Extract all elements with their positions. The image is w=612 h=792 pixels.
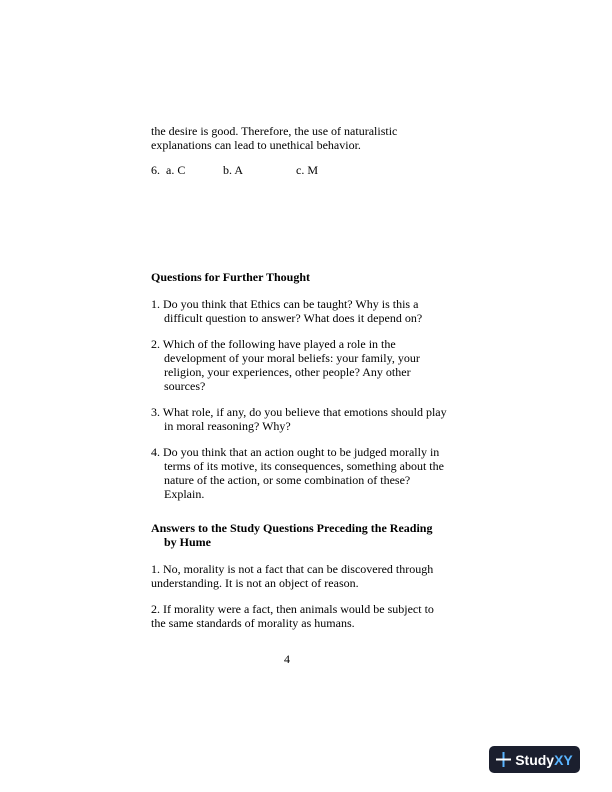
badge-xy-text: XY <box>554 751 573 768</box>
answer-6-c: c. M <box>296 163 318 177</box>
answer-6-row <box>151 163 351 177</box>
further-question-1 <box>151 297 455 325</box>
answer-1 <box>151 562 436 590</box>
further-question-4 <box>151 445 451 501</box>
section-heading: Questions for Further Thought <box>151 270 311 284</box>
intro-line-1: the desire is good. Therefore, the use of naturalistic <box>151 124 398 138</box>
intro-paragraph <box>151 124 471 152</box>
page-number: 4 <box>284 652 290 666</box>
studyxy-badge[interactable] <box>489 746 580 773</box>
answer-text: 1. No, morality is not a fact that can be discovered through understanding. It is not an object of reason. <box>151 562 434 590</box>
answer-6-number: 6. <box>151 163 160 177</box>
question-text: 1. Do you think that Ethics can be taught? Why is this a difficult question to answer? What does it depend on? <box>151 297 423 325</box>
question-text: 2. Which of the following have played a role in the development of your moral beliefs: your family, your religion, your experiences, other people? Any other sources? <box>151 337 420 393</box>
answer-6-a: a. C <box>166 163 186 177</box>
question-text: 3. What role, if any, do you believe that emotions should play in moral reasoning? Why? <box>151 405 447 433</box>
answer-text: 2. If morality were a fact, then animals would be subject to the same standards of morality as humans. <box>151 602 434 630</box>
intro-line-2: explanations can lead to unethical behavior. <box>151 138 361 152</box>
further-thought-heading <box>151 270 471 284</box>
badge-study-text: Study <box>515 751 555 768</box>
answers-heading-line-1: Answers to the Study Questions Preceding the Reading <box>151 521 433 535</box>
answers-heading <box>151 521 491 549</box>
plus-icon <box>496 752 511 767</box>
further-question-2 <box>151 337 427 393</box>
question-text: 4. Do you think that an action ought to be judged morally in terms of its motive, its consequences, something about the nature of the action, or some combination of these? Explain. <box>151 445 444 501</box>
further-question-3 <box>151 405 451 433</box>
answers-heading-line-2: by Hume <box>164 535 212 549</box>
answer-6-b: b. A <box>223 163 244 177</box>
answer-2 <box>151 602 441 630</box>
